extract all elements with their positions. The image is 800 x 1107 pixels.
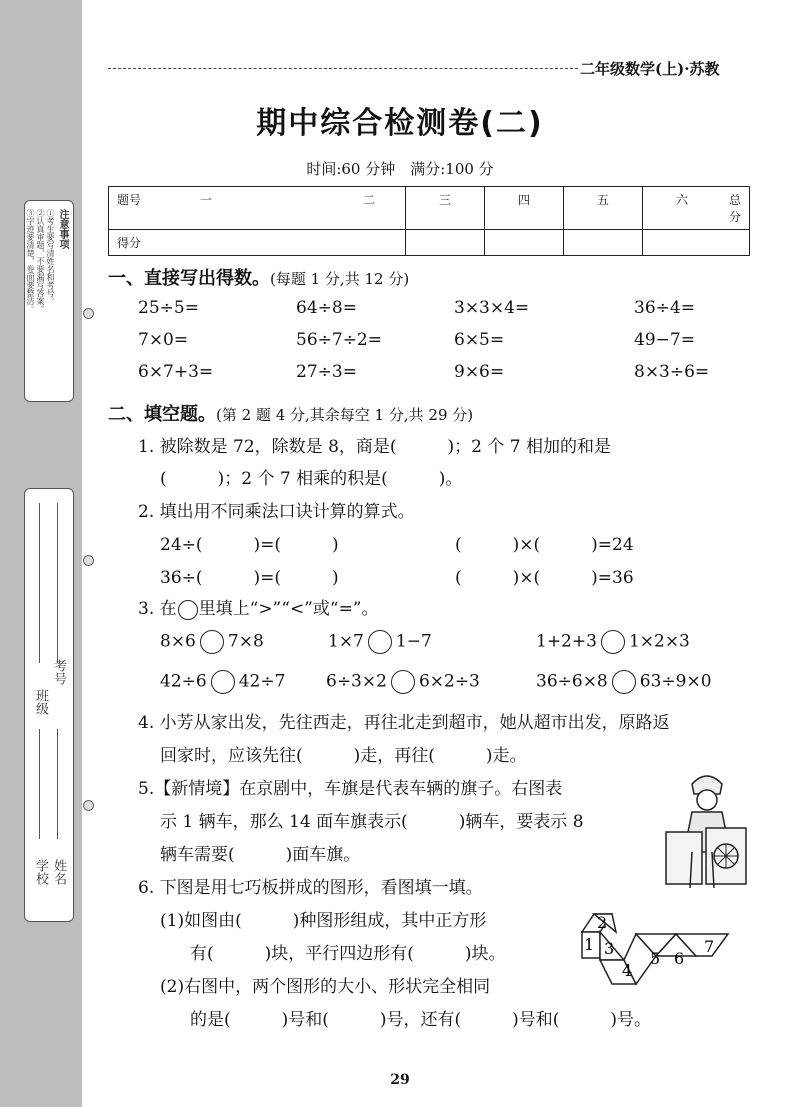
field-class: 班级 — [33, 689, 48, 715]
table-cell: 四 — [484, 187, 563, 230]
q5-line-3: 辆车需要( )面车旗。 — [160, 845, 361, 865]
table-row — [109, 230, 750, 256]
tangram-label: 5 — [650, 949, 661, 968]
q3-item: 1×7 1−7 — [328, 630, 432, 654]
q5-line-2: 示 1 辆车，那么 14 面车旗表示( )辆车，要表示 8 — [160, 812, 584, 832]
q3-item: 42÷6 42÷7 — [160, 670, 285, 694]
calc-item: 6×7+3= — [138, 362, 214, 382]
table-cell: 得分 — [109, 230, 295, 256]
calc-item: 6×5= — [454, 330, 505, 350]
q3-item: 36÷6×8 63÷9×0 — [536, 670, 712, 694]
calc-item: 27÷3= — [296, 362, 357, 382]
calc-item: 36÷4= — [634, 298, 695, 318]
notes-title: 注意事项 — [57, 209, 68, 249]
q2-text: 2. 填出用不同乘法口诀计算的算式。 — [138, 502, 415, 522]
q3-item: 6÷3×2 6×2÷3 — [326, 670, 480, 694]
q5-line-1: 5.【新情境】在京剧中，车旗是代表车辆的旗子。右图表 — [138, 779, 563, 799]
page-number: 29 — [390, 1072, 410, 1088]
q1-line-1: 1. 被除数是 72，除数是 8，商是( )；2 个 7 相加的和是 — [138, 437, 611, 457]
calc-item: 3×3×4= — [454, 298, 530, 318]
q2-row1-left: 24÷( )=( ) — [160, 535, 339, 555]
q1-line-2: ( )；2 个 7 相乘的积是( )。 — [160, 469, 463, 489]
calc-item: 64÷8= — [296, 298, 357, 318]
table-cell[interactable] — [295, 230, 405, 256]
table-cell[interactable] — [721, 230, 750, 256]
exam-meta: 时间:60 分钟 满分:100 分 — [306, 160, 494, 178]
note-line-2: ②认真审题，不要漏写答案。 — [36, 209, 45, 313]
field-name: 姓名 — [51, 859, 66, 885]
table-cell: 题号 一 — [109, 187, 295, 230]
score-table — [108, 186, 750, 256]
table-cell: 总分 — [721, 187, 750, 230]
calc-item: 56÷7÷2= — [296, 330, 382, 350]
section-2-heading: 二、填空题。(第 2 题 4 分,其余每空 1 分,共 29 分) — [108, 404, 474, 425]
table-cell: 二 — [295, 187, 405, 230]
table-row — [109, 187, 750, 230]
calc-item: 7×0= — [138, 330, 189, 350]
q3-item: 1+2+3 1×2×3 — [536, 630, 690, 654]
table-cell[interactable] — [405, 230, 484, 256]
q2-row2-right: ( )×( )=36 — [455, 568, 634, 588]
calc-item: 9×6= — [454, 362, 505, 382]
compare-circle[interactable] — [211, 670, 235, 694]
q6-2-line-2: 的是( )号和( )号，还有( )号和( )号。 — [190, 1010, 652, 1030]
q3-item: 8×6 7×8 — [160, 630, 264, 654]
tangram-label: 7 — [704, 937, 715, 956]
compare-circle[interactable] — [368, 630, 392, 654]
table-cell: 六 — [642, 187, 721, 230]
field-school: 学校 — [33, 859, 48, 885]
tangram-label: 2 — [597, 913, 608, 932]
q6-1-line-1: (1)如图由( )种图形组成，其中正方形 — [160, 911, 487, 931]
q6-2-line-1: (2)右图中，两个图形的大小、形状完全相同 — [160, 977, 491, 997]
calc-item: 49−7= — [634, 330, 695, 350]
binding-hole — [83, 308, 94, 319]
compare-circle[interactable] — [601, 630, 625, 654]
compare-circle[interactable] — [391, 670, 415, 694]
section-1-heading: 一、直接写出得数。(每题 1 分,共 12 分) — [108, 268, 410, 289]
binding-hole — [83, 800, 94, 811]
table-cell: 五 — [563, 187, 642, 230]
tangram-label: 4 — [622, 961, 633, 980]
q6-1-line-2: 有( )块，平行四边形有( )块。 — [190, 944, 506, 964]
page-title: 期中综合检测卷(二) — [256, 106, 544, 141]
calc-item: 8×3÷6= — [634, 362, 710, 382]
opera-figure-illustration — [662, 770, 752, 890]
compare-circle[interactable] — [612, 670, 636, 694]
note-line-1: ①考生要写清姓名和考号。 — [46, 209, 55, 305]
table-cell[interactable] — [642, 230, 721, 256]
binding-hole — [83, 555, 94, 566]
calc-item: 25÷5= — [138, 298, 199, 318]
tangram-label: 1 — [584, 935, 595, 954]
compare-circle-icon — [178, 600, 198, 620]
table-cell[interactable] — [484, 230, 563, 256]
field-exam-number: 考号 — [51, 659, 66, 685]
student-info-box — [24, 488, 74, 922]
compare-circle[interactable] — [200, 630, 224, 654]
note-line-3: ③字迹要清楚，卷面要整洁。 — [26, 209, 35, 313]
q2-row2-left: 36÷( )=( ) — [160, 568, 339, 588]
table-cell[interactable] — [563, 230, 642, 256]
q4-line-2: 回家时，应该先往( )走，再往( )走。 — [160, 746, 527, 766]
tangram-label: 3 — [604, 939, 615, 958]
q3-text: 3. 在 里填上“>”“<”或“=”。 — [138, 599, 379, 619]
q2-row1-right: ( )×( )=24 — [455, 535, 634, 555]
header-dashed-line — [108, 68, 578, 69]
notes-box — [24, 200, 74, 402]
q6-text: 6. 下图是用七巧板拼成的图形，看图填一填。 — [138, 878, 483, 898]
section-1-grid — [138, 298, 758, 394]
table-cell: 三 — [405, 187, 484, 230]
tangram-figure — [576, 904, 752, 990]
tangram-label: 6 — [674, 949, 685, 968]
header-subject: 二年级数学(上)·苏教 — [580, 60, 720, 78]
q4-line-1: 4. 小芳从家出发，先往西走，再往北走到超市，她从超市出发，原路返 — [138, 713, 670, 733]
